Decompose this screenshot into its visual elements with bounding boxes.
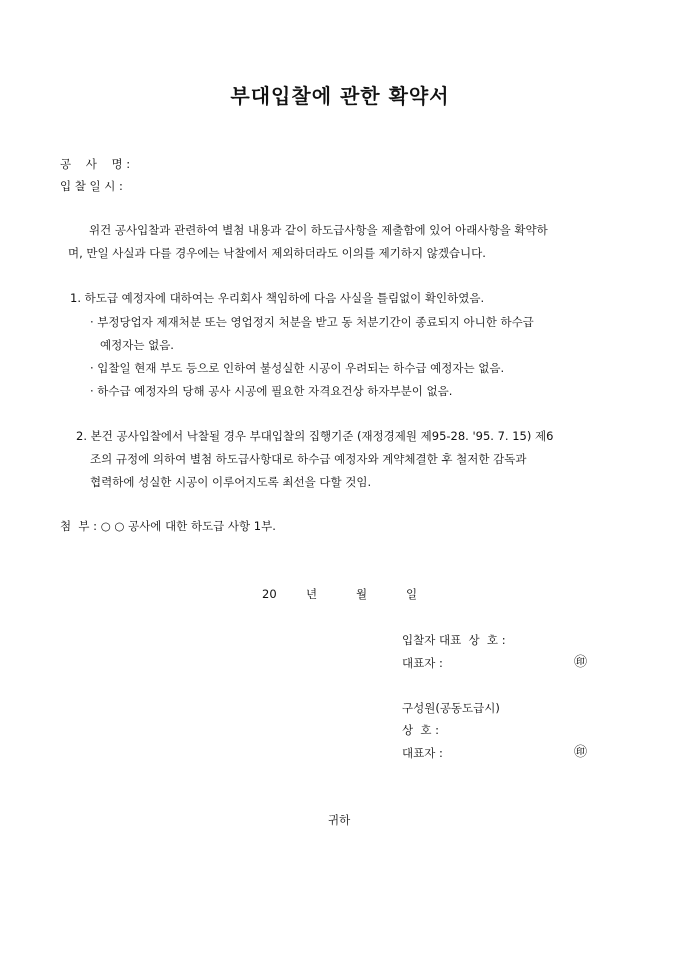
bidder-rep-company-label: 입찰자 대표 상 호 : [402,633,506,647]
date-year-unit: 년 [306,587,318,601]
bid-date-label: 입 찰 일 시 : [60,179,123,193]
item1-heading: 1. 하도급 예정자에 대하여는 우리회사 책임하에 다음 사실을 틀림없이 확인하였음. [70,291,485,305]
member-rep-name-label: 대표자 : [402,746,443,760]
document-title: 부대입찰에 관한 확약서 [230,84,450,108]
item1-bullet1-line1: · 부정당업자 제재처분 또는 영업정지 처분을 받고 동 처분기간이 종료되지 아니한 하수급 [90,315,534,329]
intro-line-2: 며, 만일 사실과 다를 경우에는 낙찰에서 제외하더라도 이의를 제기하지 않겠습니다. [68,246,486,260]
item1-bullet1-line2: 예정자는 없음. [100,338,174,352]
intro-line-1: 위건 공사입찰과 관련하여 별첨 내용과 같이 하도급사항을 제출함에 있어 아래사항을 확약하 [89,223,548,237]
closing-honorific: 귀하 [328,813,351,827]
item1-bullet3: · 하수급 예정자의 당해 공사 시공에 필요한 자격요건상 하자부분이 없음. [90,384,453,398]
member-seal-mark: ㊞ [574,745,588,760]
date-year: 20 [262,587,277,601]
bidder-rep-name-label: 대표자 : [402,656,443,670]
date-month-unit: 월 [356,587,368,601]
item2-line2: 조의 규정에 의하여 별첨 하도급사항대로 하수급 예정자와 계약체결한 후 철저한 감독과 [90,452,527,466]
bidder-seal-mark: ㊞ [574,655,588,670]
date-day-unit: 일 [406,587,418,601]
item1-bullet2: · 입찰일 현재 부도 등으로 인하여 불성실한 시공이 우려되는 하수급 예정자는 없음. [90,361,505,375]
member-heading: 구성원(공동도급시) [402,701,500,715]
item2-line3: 협력하에 성실한 시공이 이루어지도록 최선을 다할 것임. [90,475,372,489]
item2-line1: 2. 본건 공사입찰에서 낙찰될 경우 부대입찰의 집행기준 (재정경제원 제95-28. '95. 7. 15) 제6 [76,429,554,443]
attachment-line: 첨 부 : ○ ○ 공사에 대한 하도급 사항 1부. [60,519,276,533]
project-name-label: 공 사 명 : [60,157,131,171]
member-company-label: 상 호 : [402,723,440,737]
